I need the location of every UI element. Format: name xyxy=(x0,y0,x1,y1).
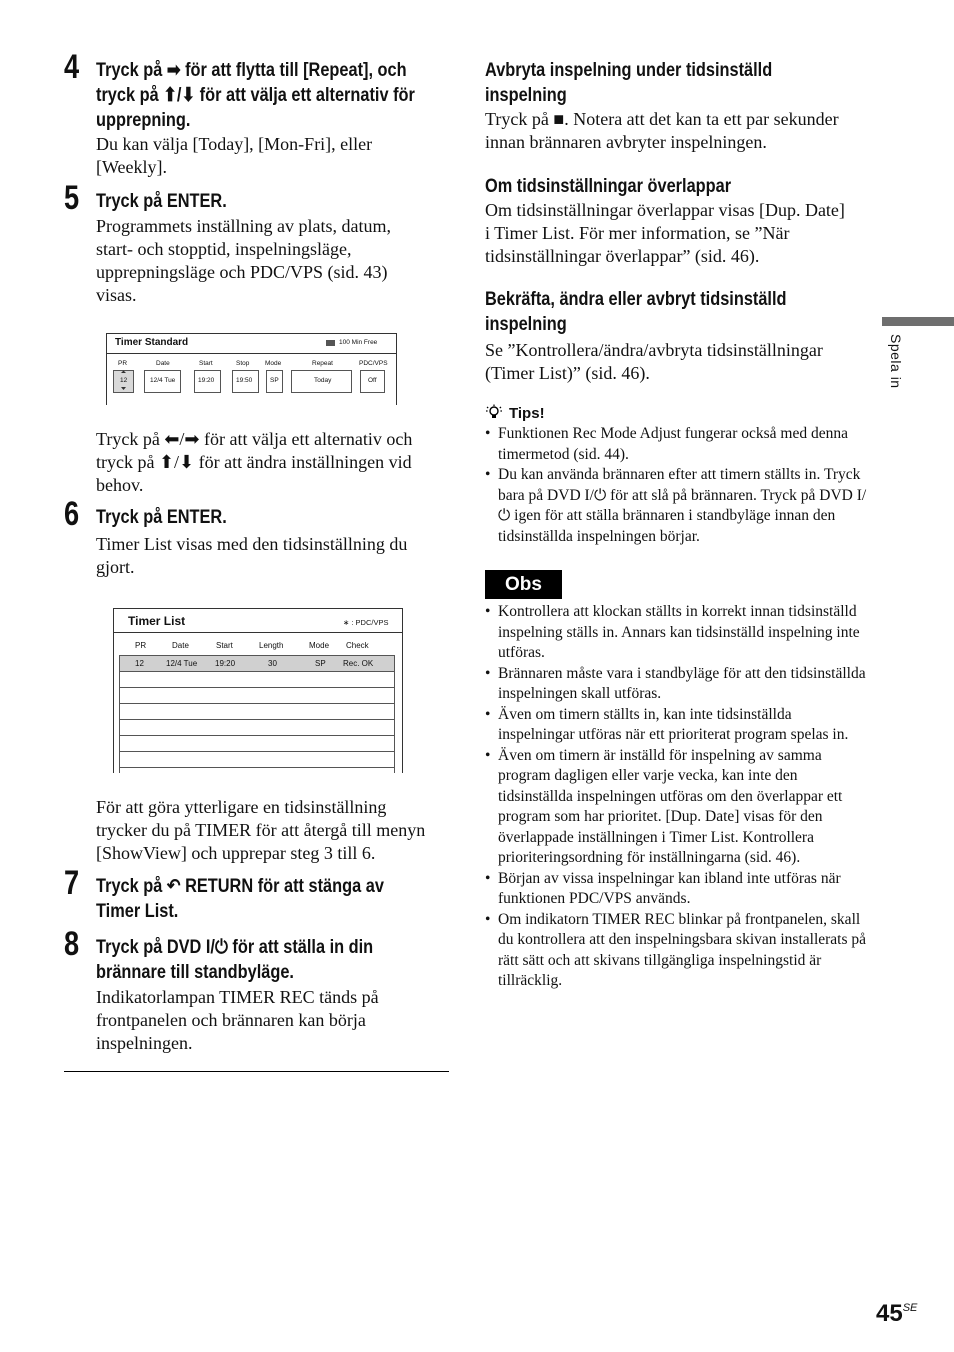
obs-item: • Kontrollera att klockan ställts in korrekt innan tidsinställd inspelning ställs in. Annars kan tidsinställd inspelning inte utföras. xyxy=(485,602,870,664)
tl-header-pr: PR xyxy=(135,641,147,650)
step-5-body-line4: visas. xyxy=(96,285,137,305)
tl-row-pr[interactable]: 12 xyxy=(135,659,144,668)
step-number-4: 4 xyxy=(64,48,80,86)
step-6-after-line2: trycker du på TIMER för att återgå till menyn xyxy=(96,820,426,840)
step-8-heading xyxy=(96,935,418,985)
step-8-body-line1: Indikatorlampan TIMER REC tänds på xyxy=(96,987,379,1007)
step-4-heading-line3: upprepning. xyxy=(96,110,191,131)
step-4-body-line1: Du kan välja [Today], [Mon-Fri], eller xyxy=(96,134,373,154)
step-4-body-line2: [Weekly]. xyxy=(96,157,168,177)
cancel-heading xyxy=(485,58,819,108)
ts-header-stop: Stop xyxy=(236,360,250,367)
step-6-body-line2: gjort. xyxy=(96,557,135,577)
section-divider xyxy=(64,1071,449,1072)
cancel-body xyxy=(485,108,839,154)
ts-header-repeat: Repeat xyxy=(312,360,333,367)
obs-item: • Om indikatorn TIMER REC blinkar på frontpanelen, skall du kontrollera att den inspelningsbara skivan installerats på rätt sätt och att skivans tillgängliga inspelningstid är tillräcklig. xyxy=(485,910,870,992)
tip-item: • Du kan använda brännaren efter att timern ställts in. Tryck bara på DVD I/⏻ för att slå på brännaren. Tryck på DVD I/⏻ igen för att ställa brännaren i standbyläge innan den tidsinställda inspelningen börjar. xyxy=(485,465,870,547)
step-4-heading-line1: Tryck på ➡ för att flytta till [Repeat], och xyxy=(96,60,407,81)
overlap-body-line1: Om tidsinställningar överlappar visas [Dup. Date] xyxy=(485,200,845,220)
step-5-body-line3: upprepningsläge och PDC/VPS (sid. 43) xyxy=(96,262,388,282)
step-5-heading-text: Tryck på ENTER. xyxy=(96,191,227,212)
timer-standard-title: Timer Standard xyxy=(115,337,189,348)
step-number-8: 8 xyxy=(64,925,80,963)
overlap-body xyxy=(485,199,845,268)
ts-value-mode[interactable]: SP xyxy=(270,377,279,384)
step-5-after-line2: tryck på ⬆/⬇ för att ändra inställningen vid xyxy=(96,452,412,472)
step-5-after-text xyxy=(96,428,412,497)
obs-item: • Brännaren måste vara i standbyläge för att den tidsinställda inspelningen skall utföras. xyxy=(485,664,870,705)
overlap-heading xyxy=(485,174,771,199)
tips-list xyxy=(485,424,870,547)
step-8-body-line2: frontpanelen och brännaren kan börja xyxy=(96,1010,366,1030)
obs-label: Obs xyxy=(485,570,562,599)
ts-header-date: Date xyxy=(156,360,170,367)
step-4-body xyxy=(96,133,372,179)
ts-value-start[interactable]: 19:20 xyxy=(198,377,215,384)
tl-header-check: Check xyxy=(346,641,369,650)
confirm-body xyxy=(485,339,823,385)
step-4-heading xyxy=(96,58,467,133)
side-tab-label: Spela in xyxy=(888,334,904,389)
tl-row-mode[interactable]: SP xyxy=(315,659,326,668)
ts-header-start: Start xyxy=(199,360,213,367)
step-5-after-line1: Tryck på ⬅/➡ för att välja ett alternativ och xyxy=(96,429,413,449)
overlap-body-line2: i Timer List. För mer information, se ”När xyxy=(485,223,790,243)
tl-row-length[interactable]: 30 xyxy=(268,659,277,668)
step-6-after-text xyxy=(96,796,425,865)
tips-label: Tips! xyxy=(509,405,545,422)
step-5-body-line1: Programmets inställning av plats, datum, xyxy=(96,216,391,236)
tip-item: • Funktionen Rec Mode Adjust fungerar också med denna timermetod (sid. 44). xyxy=(485,424,870,465)
confirm-heading xyxy=(485,287,836,337)
cancel-heading-line2: inspelning xyxy=(485,85,567,106)
obs-item: • Början av vissa inspelningar kan ibland inte utföras när funktionen PDC/VPS används. xyxy=(485,869,870,910)
step-8-body-line3: inspelningen. xyxy=(96,1033,193,1053)
step-6-body xyxy=(96,533,407,579)
step-6-after-line3: [ShowView] och upprepar steg 3 till 6. xyxy=(96,843,376,863)
cancel-heading-line1: Avbryta inspelning under tidsinställd xyxy=(485,60,773,81)
ts-value-pdcvps[interactable]: Off xyxy=(368,377,377,384)
timer-standard-screen xyxy=(106,333,397,405)
step-6-body-line1: Timer List visas med den tidsinställning du xyxy=(96,534,408,554)
step-number-6: 6 xyxy=(64,495,80,533)
step-6-heading xyxy=(96,505,248,530)
lightbulb-icon xyxy=(485,404,503,422)
confirm-body-line2: (Timer List)” (sid. 46). xyxy=(485,363,650,383)
timer-list-frame xyxy=(113,608,403,773)
step-5-after-line3: behov. xyxy=(96,475,144,495)
step-number-7: 7 xyxy=(64,864,80,902)
side-tab-bar xyxy=(882,317,954,326)
tl-row-check[interactable]: Rec. OK xyxy=(343,659,374,668)
timer-standard-free-space: 100 Min Free xyxy=(339,339,378,346)
timer-list-title: Timer List xyxy=(128,614,186,628)
ts-header-mode: Mode xyxy=(265,360,282,367)
step-5-body xyxy=(96,215,391,307)
tl-header-date: Date xyxy=(172,641,189,650)
obs-item: • Även om timern är inställd för inspelning av samma program dagligen eller varje vecka, kan inte den tidsinställda inspelningen utföras om den överlappar ett program som har prioritet. [Dup. Date] visas för den överlappade inställningen i Timer List. Kontrollera prioriteringsordning för inställningarna (sid. 46). xyxy=(485,746,870,869)
step-number-5: 5 xyxy=(64,179,80,217)
confirm-body-line1: Se ”Kontrollera/ändra/avbryta tidsinställningar xyxy=(485,340,823,360)
ts-value-date[interactable]: 12/4 Tue xyxy=(150,377,176,384)
tl-row-date[interactable]: 12/4 Tue xyxy=(166,659,198,668)
step-7-heading xyxy=(96,874,431,924)
confirm-heading-line1: Bekräfta, ändra eller avbryt tidsinställd xyxy=(485,289,787,310)
tl-row-start[interactable]: 19:20 xyxy=(215,659,236,668)
step-4-heading-line2: tryck på ⬆/⬇ för att välja ett alternativ för xyxy=(96,85,415,106)
confirm-heading-line2: inspelning xyxy=(485,314,567,335)
page-number xyxy=(876,1300,917,1328)
tl-header-start: Start xyxy=(216,641,233,650)
tl-header-length: Length xyxy=(259,641,284,650)
timer-list-legend: ∗ : PDC/VPS xyxy=(343,618,389,627)
cancel-body-line2: innan brännaren avbryter inspelningen. xyxy=(485,132,767,152)
page-number-value: 45 xyxy=(876,1300,903,1327)
step-8-heading-line1: Tryck på DVD I/⏻ för att ställa in din xyxy=(96,937,374,958)
step-7-heading-line1: Tryck på ↶ RETURN för att stänga av xyxy=(96,876,384,897)
ts-value-stop[interactable]: 19:50 xyxy=(236,377,253,384)
step-6-heading-text: Tryck på ENTER. xyxy=(96,507,227,528)
ts-header-pr: PR xyxy=(118,360,128,367)
cancel-body-line1: Tryck på ■. Notera att det kan ta ett par sekunder xyxy=(485,109,839,129)
obs-list xyxy=(485,602,870,992)
tl-header-mode: Mode xyxy=(309,641,330,650)
page-number-suffix: SE xyxy=(902,1302,918,1314)
ts-value-repeat[interactable]: Today xyxy=(314,377,332,384)
obs-item: • Även om timern ställts in, kan inte tidsinställda inspelningar utföras när ett prioriterat program spelas in. xyxy=(485,705,870,746)
timer-list-screen xyxy=(113,608,403,773)
step-6-after-line1: För att göra ytterligare en tidsinställning xyxy=(96,797,387,817)
step-5-heading xyxy=(96,189,248,214)
step-8-body xyxy=(96,986,379,1055)
step-5-body-line2: start- och stopptid, inspelningsläge, xyxy=(96,239,352,259)
step-7-heading-line2: Timer List. xyxy=(96,901,179,922)
ts-header-pdcvps: PDC/VPS xyxy=(359,360,388,367)
ts-value-pr[interactable]: 12 xyxy=(120,377,128,384)
step-8-heading-line2: brännare till standbyläge. xyxy=(96,962,294,983)
overlap-heading-text: Om tidsinställningar överlappar xyxy=(485,176,732,197)
overlap-body-line3: tidsinställningar överlappar” (sid. 46). xyxy=(485,246,760,266)
